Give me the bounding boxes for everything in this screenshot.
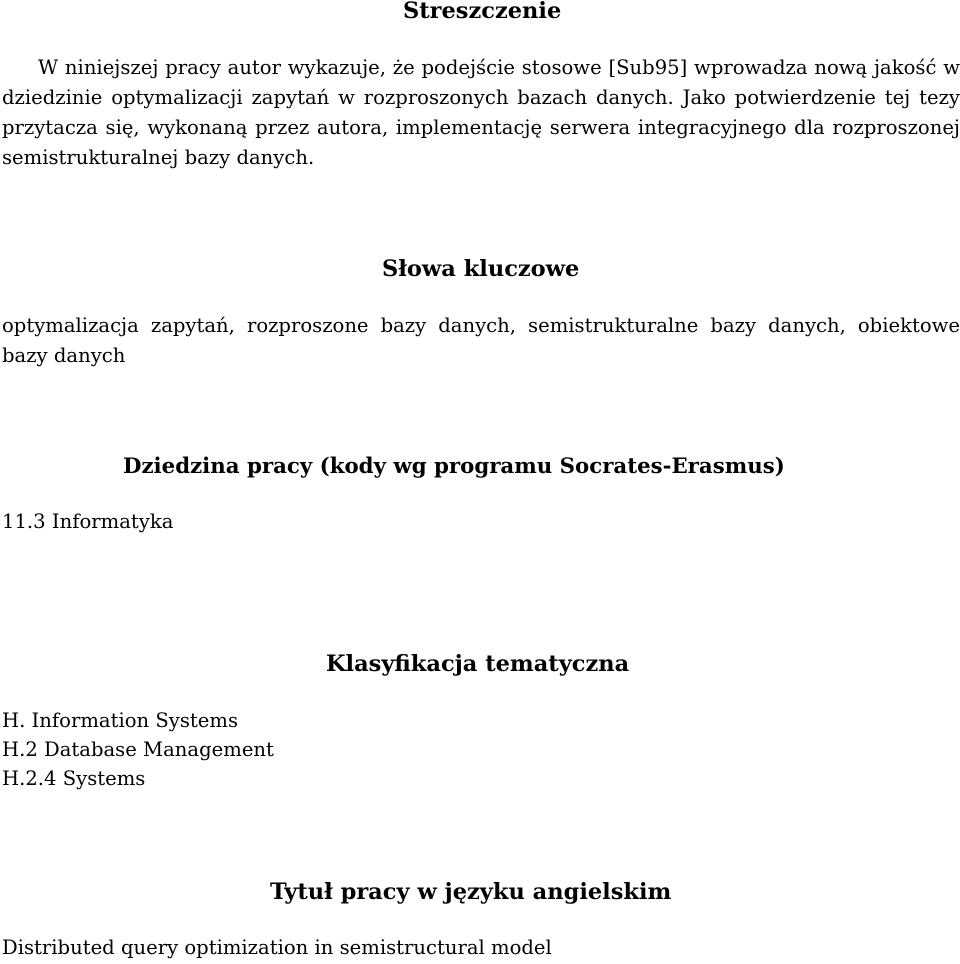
abstract-text: W niniejszej pracy autor wykazuje, że podejście stosowe [Sub95] wprowadza nową jakość w dziedzinie optymalizacji zapytań w rozproszonych bazach danych. Jako potwierdzenie tej tezy przytacza się, wykonaną przez autora, implementację serwera integracyjnego dla rozproszonej semistrukturalnej bazy danych.	[2, 56, 960, 169]
keywords-text: optymalizacja zapytań, rozproszone bazy danych, semistrukturalne bazy danych, obiektowe bazy danych	[2, 314, 960, 367]
english-title-value: Distributed query optimization in semistructural model	[2, 936, 552, 959]
classification-item: H. Information Systems	[2, 709, 239, 732]
keywords-heading: Słowa kluczowe	[382, 256, 580, 282]
abstract-heading: Streszczenie	[403, 0, 562, 24]
field-heading: Dziedzina pracy (kody wg programu Socrates-Erasmus)	[123, 454, 785, 479]
classification-heading: Klasyfikacja tematyczna	[326, 651, 630, 677]
field-value: 11.3 Informatyka	[2, 510, 174, 533]
english-title-heading: Tytuł pracy w języku angielskim	[270, 879, 672, 905]
classification-item: H.2 Database Management	[2, 738, 274, 761]
classification-item: H.2.4 Systems	[2, 767, 146, 790]
